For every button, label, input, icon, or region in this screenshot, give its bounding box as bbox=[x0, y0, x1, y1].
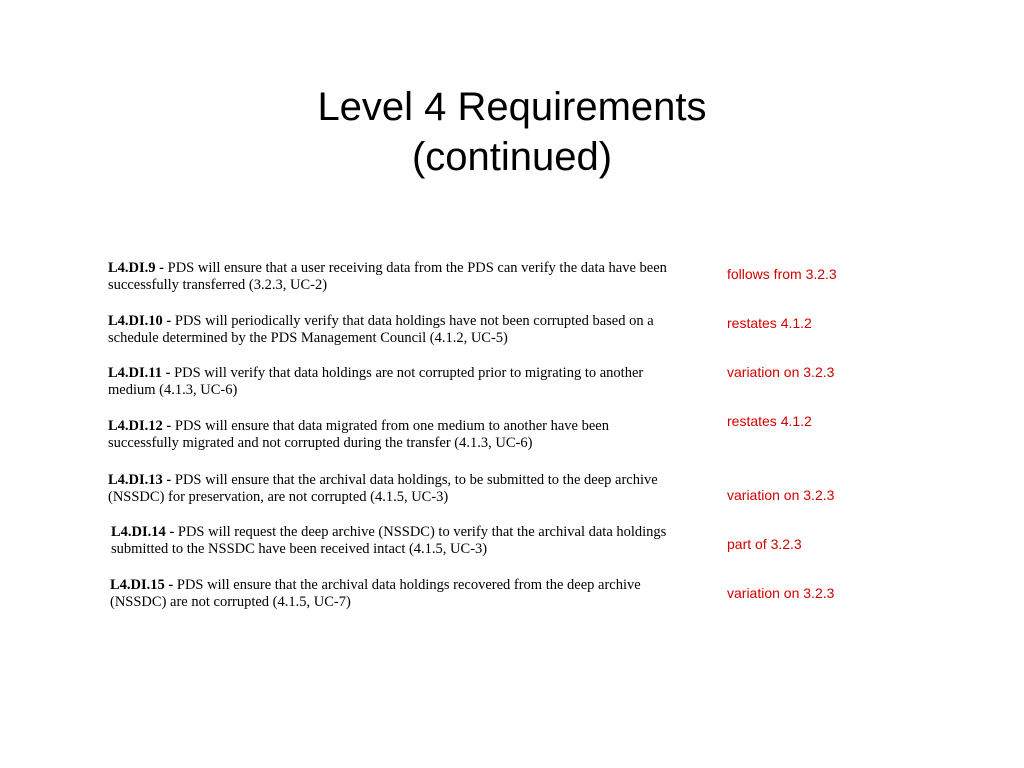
requirement-id: L4.DI.13 - bbox=[108, 472, 172, 488]
requirement-id: L4.DI.14 - bbox=[111, 524, 175, 540]
requirement-text: PDS will verify that data holdings are not corrupted prior to migrating to another medium (4.1.3, UC-6) bbox=[108, 365, 644, 398]
requirement-id: L4.DI.12 - bbox=[108, 418, 172, 434]
requirement-text: PDS will ensure that a user receiving data from the PDS can verify the data have been successfully transferred (3.2.3, UC-2) bbox=[108, 260, 667, 293]
note-l4-di-15: variation on 3.2.3 bbox=[727, 585, 835, 601]
slide-title-line-1: Level 4 Requirements bbox=[317, 85, 707, 129]
requirement-l4-di-14 bbox=[111, 524, 681, 558]
note-l4-di-14: part of 3.2.3 bbox=[727, 536, 802, 552]
requirement-id: L4.DI.10 - bbox=[108, 313, 172, 329]
requirement-l4-di-13 bbox=[108, 472, 678, 506]
note-l4-di-10: restates 4.1.2 bbox=[727, 315, 812, 331]
requirement-text: PDS will ensure that the archival data holdings recovered from the deep archive (NSSDC) are not corrupted (4.1.5, UC-7) bbox=[110, 577, 641, 610]
requirement-id: L4.DI.15 - bbox=[110, 577, 174, 593]
slide-title-line-2: (continued) bbox=[411, 135, 613, 179]
requirement-text: PDS will request the deep archive (NSSDC) to verify that the archival data holdings submitted to the NSSDC have been received intact (4.1.5, UC-3) bbox=[111, 524, 667, 557]
requirement-l4-di-9 bbox=[108, 260, 678, 294]
requirement-text: PDS will ensure that data migrated from one medium to another have been successfully migrated and not corrupted during the transfer (4.1.3, UC-6) bbox=[108, 418, 609, 451]
requirement-id: L4.DI.11 - bbox=[108, 365, 171, 381]
note-l4-di-9: follows from 3.2.3 bbox=[727, 266, 837, 282]
requirement-id: L4.DI.9 - bbox=[108, 260, 164, 276]
note-l4-di-12: restates 4.1.2 bbox=[727, 413, 812, 429]
requirement-text: PDS will periodically verify that data holdings have not been corrupted based on a schedule determined by the PDS Management Council (4.1.2, UC-5) bbox=[108, 313, 654, 346]
requirement-l4-di-10 bbox=[108, 313, 678, 347]
requirement-l4-di-12 bbox=[108, 418, 678, 452]
requirement-l4-di-15 bbox=[110, 577, 680, 611]
slide-title bbox=[0, 82, 1024, 182]
requirement-l4-di-11 bbox=[108, 365, 678, 399]
note-l4-di-11: variation on 3.2.3 bbox=[727, 364, 835, 380]
note-l4-di-13: variation on 3.2.3 bbox=[727, 487, 835, 503]
requirement-text: PDS will ensure that the archival data holdings, to be submitted to the deep archive (NSSDC) for preservation, are not corrupted (4.1.5, UC-3) bbox=[108, 472, 658, 505]
